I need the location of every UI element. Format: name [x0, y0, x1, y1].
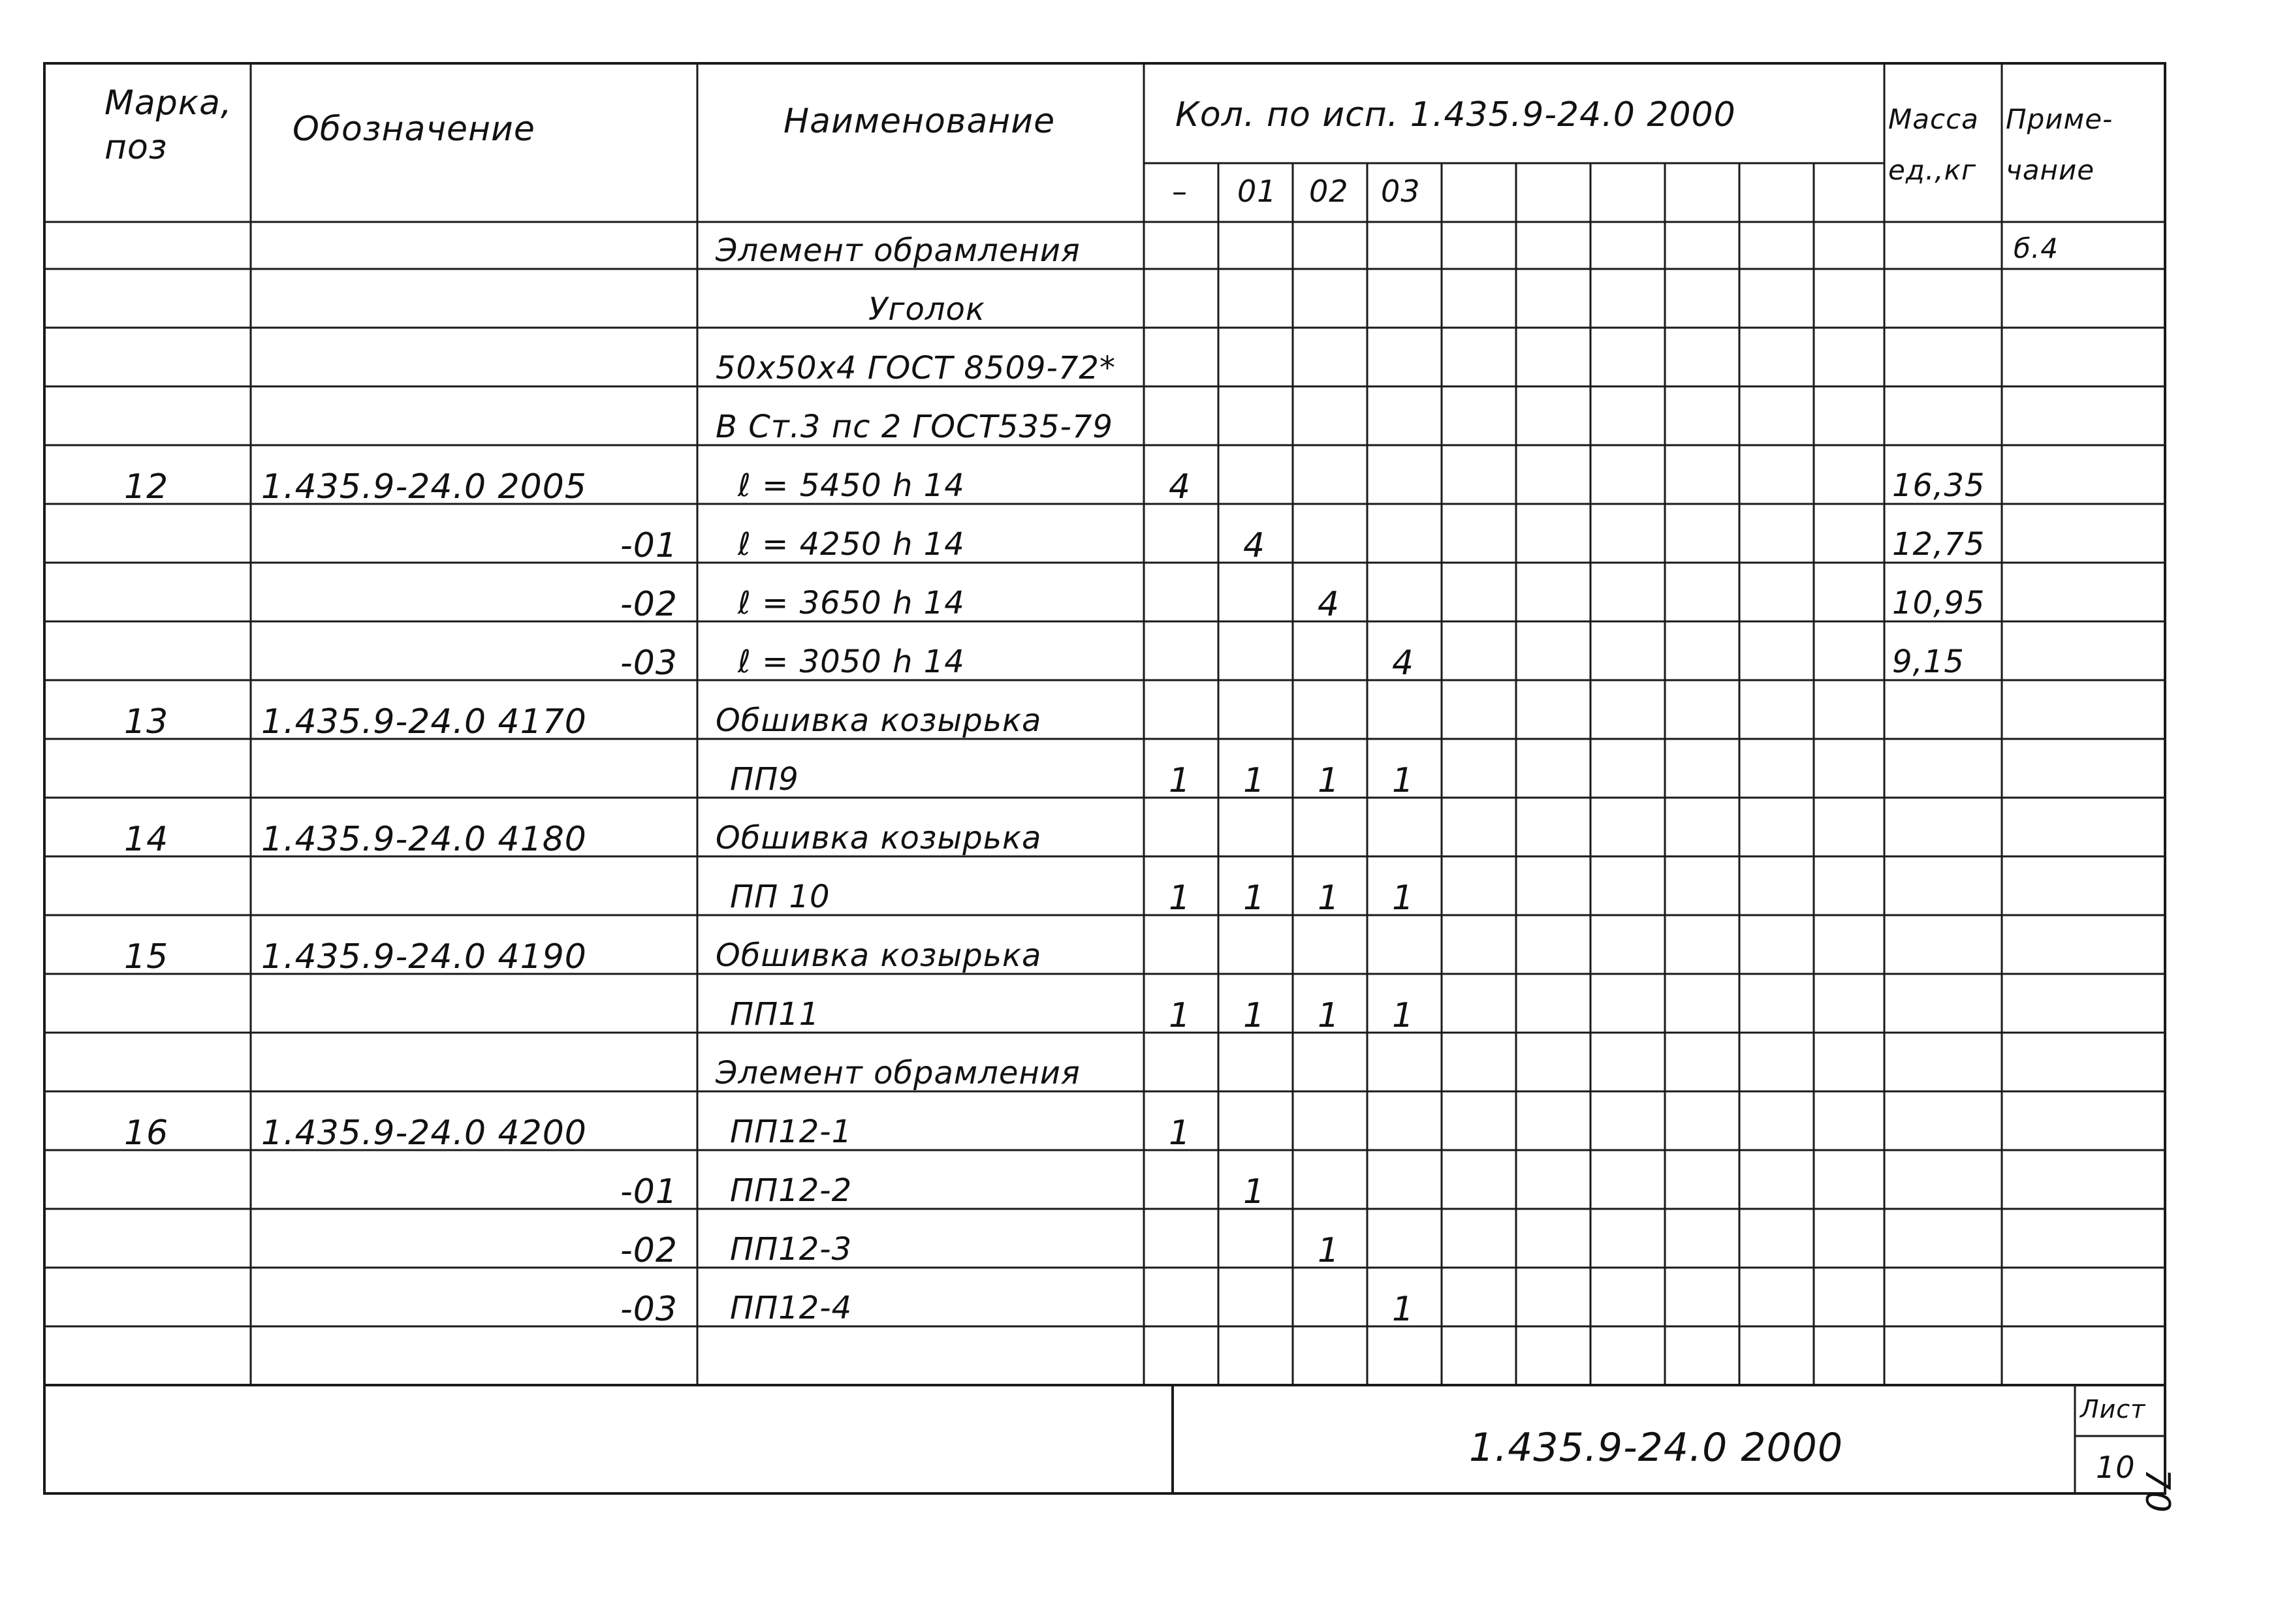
quantity-cell-0: 1	[1169, 1114, 1192, 1153]
sheet-label: Лист	[2080, 1395, 2146, 1424]
name-cell: ПП12-1	[730, 1114, 853, 1150]
name-cell: ℓ = 5450 h 14	[738, 467, 965, 504]
designation-cell: 1.435.9-24.0 4170	[261, 702, 587, 742]
name-cell: ПП12-3	[730, 1231, 853, 1268]
name-cell: ℓ = 3650 h 14	[738, 585, 965, 621]
designation-cell: -02	[620, 585, 678, 624]
name-cell: Элемент обрамления	[716, 232, 1081, 269]
name-cell: Обшивка козырька	[716, 702, 1042, 739]
designation-cell: -02	[620, 1231, 678, 1270]
name-cell: ПП12-2	[730, 1172, 853, 1209]
name-cell: ПП11	[730, 996, 820, 1033]
designation-cell: 1.435.9-24.0 2005	[261, 467, 587, 507]
header-marka-2: поз	[104, 128, 168, 167]
mass-cell: 12,75	[1892, 526, 1985, 563]
designation-cell: 1.435.9-24.0 4180	[261, 820, 587, 859]
sheet-number: 10	[2096, 1450, 2136, 1485]
designation-cell: -01	[620, 526, 678, 565]
quantity-cell-3: 1	[1392, 879, 1415, 918]
name-cell: ПП12-4	[730, 1290, 853, 1326]
quantity-cell-2: 1	[1318, 879, 1340, 918]
quantity-cell-3: 4	[1392, 644, 1415, 683]
name-cell: ПП9	[730, 761, 799, 798]
position-cell: 15	[124, 937, 169, 976]
quantity-cell-0: 1	[1169, 996, 1192, 1035]
designation-cell: 1.435.9-24.0 4190	[261, 937, 587, 976]
mass-cell: 9,15	[1892, 644, 1965, 680]
name-cell: Обшивка козырька	[716, 820, 1042, 856]
quantity-cell-1: 1	[1243, 1172, 1266, 1211]
quantity-cell-2: 4	[1318, 585, 1340, 624]
quantity-cell-2: 1	[1318, 996, 1340, 1035]
designation-cell: -01	[620, 1172, 678, 1211]
header-mass-2: ед.,кг	[1888, 154, 1977, 186]
quantity-cell-0: 1	[1169, 879, 1192, 918]
quantity-cell-1: 1	[1243, 761, 1266, 800]
designation-cell: -03	[620, 1290, 678, 1329]
quantity-cell-0: 1	[1169, 761, 1192, 800]
variant-header-02: 02	[1309, 174, 1349, 209]
header-designation: Обозначение	[293, 110, 535, 149]
variant-header-03: 03	[1381, 174, 1421, 209]
position-cell: 16	[124, 1114, 169, 1153]
name-cell: Обшивка козырька	[716, 937, 1042, 974]
position-cell: 14	[124, 820, 169, 859]
quantity-cell-1: 1	[1243, 879, 1266, 918]
position-cell: 12	[124, 467, 169, 507]
header-marka-1: Марка,	[104, 84, 232, 123]
header-mass-1: Масса	[1888, 103, 1979, 135]
note-cell: б.4	[2014, 232, 2059, 264]
name-cell: Элемент обрамления	[716, 1055, 1081, 1091]
header-note-1: Приме-	[2006, 103, 2113, 135]
quantity-cell-1: 4	[1243, 526, 1266, 565]
designation-cell: -03	[620, 644, 678, 683]
mass-cell: 10,95	[1892, 585, 1985, 621]
header-quantity-title: Кол. по исп. 1.435.9-24.0 2000	[1175, 95, 1736, 134]
mass-cell: 16,35	[1892, 467, 1985, 504]
header-name: Наименование	[783, 102, 1056, 141]
name-cell: В Ст.3 пс 2 ГОСТ535-79	[716, 409, 1113, 445]
document-code: 1.435.9-24.0 2000	[1469, 1425, 1844, 1471]
name-cell: Уголок	[868, 291, 985, 328]
quantity-cell-2: 1	[1318, 1231, 1340, 1270]
position-cell: 13	[124, 702, 169, 742]
quantity-cell-1: 1	[1243, 996, 1266, 1035]
margin-page-mark: 70	[2138, 1469, 2177, 1514]
quantity-cell-0: 4	[1169, 467, 1192, 507]
name-cell: ПП 10	[730, 879, 830, 915]
quantity-cell-2: 1	[1318, 761, 1340, 800]
name-cell: ℓ = 4250 h 14	[738, 526, 965, 563]
name-cell: ℓ = 3050 h 14	[738, 644, 965, 680]
quantity-cell-3: 1	[1392, 1290, 1415, 1329]
header-note-2: чание	[2006, 154, 2095, 186]
quantity-cell-3: 1	[1392, 761, 1415, 800]
name-cell: 50х50х4 ГОСТ 8509-72*	[716, 350, 1116, 386]
drawing-sheet	[43, 62, 2166, 1495]
quantity-cell-3: 1	[1392, 996, 1415, 1035]
designation-cell: 1.435.9-24.0 4200	[261, 1114, 587, 1153]
variant-header-01: 01	[1237, 174, 1277, 209]
variant-header-base: –	[1172, 174, 1188, 209]
